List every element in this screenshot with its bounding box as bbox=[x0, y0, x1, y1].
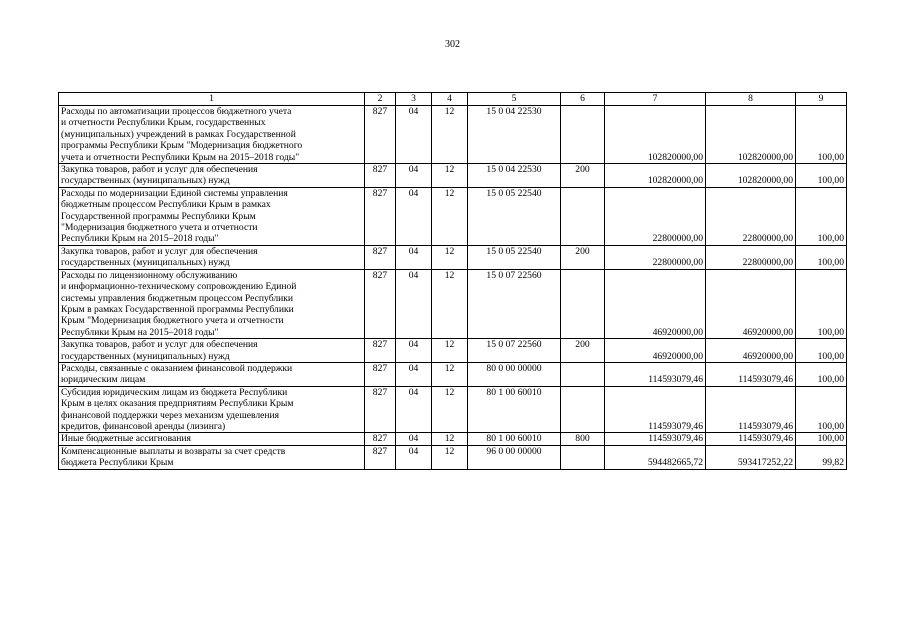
execution-percent: 100,00 bbox=[796, 386, 847, 433]
target-article-code: 80 0 00 00000 bbox=[468, 362, 561, 386]
amount-planned: 46920000,00 bbox=[605, 269, 706, 338]
expense-description: Расходы, связанные с оказанием финансовой поддержки юридическим лицам bbox=[59, 362, 365, 386]
amount-planned: 114593079,46 bbox=[605, 433, 706, 445]
expense-type-code bbox=[561, 362, 605, 386]
subsection-code: 12 bbox=[432, 269, 468, 338]
expense-type-code bbox=[561, 106, 605, 164]
ministry-code: 827 bbox=[365, 164, 396, 188]
expense-type-code: 800 bbox=[561, 433, 605, 445]
execution-percent: 100,00 bbox=[796, 433, 847, 445]
expense-description: Субсидия юридическим лицам из бюджета Республики Крым в целях оказания предприятиям Республики Крым финансовой поддержки через механизм удешевления кредитов, финансовой аренды (лизинга) bbox=[59, 386, 365, 433]
amount-executed: 593417252,22 bbox=[706, 445, 796, 469]
amount-planned: 114593079,46 bbox=[605, 386, 706, 433]
section-code: 04 bbox=[396, 386, 432, 433]
amount-executed: 22800000,00 bbox=[706, 187, 796, 245]
target-article-code: 15 0 05 22540 bbox=[468, 187, 561, 245]
ministry-code: 827 bbox=[365, 433, 396, 445]
table-row bbox=[59, 106, 847, 164]
section-code: 04 bbox=[396, 164, 432, 188]
subsection-code: 12 bbox=[432, 106, 468, 164]
column-header: 6 bbox=[561, 93, 605, 106]
table-row bbox=[59, 187, 847, 245]
amount-planned: 22800000,00 bbox=[605, 245, 706, 269]
ministry-code: 827 bbox=[365, 362, 396, 386]
column-header: 3 bbox=[396, 93, 432, 106]
expense-description: Закупка товаров, работ и услуг для обеспечения государственных (муниципальных) нужд bbox=[59, 164, 365, 188]
expense-type-code: 200 bbox=[561, 245, 605, 269]
execution-percent: 100,00 bbox=[796, 245, 847, 269]
expense-description: Закупка товаров, работ и услуг для обеспечения государственных (муниципальных) нужд bbox=[59, 245, 365, 269]
target-article-code: 15 0 05 22540 bbox=[468, 245, 561, 269]
execution-percent: 100,00 bbox=[796, 164, 847, 188]
ministry-code: 827 bbox=[365, 187, 396, 245]
column-header: 9 bbox=[796, 93, 847, 106]
expense-description: Компенсационные выплаты и возвраты за счет средств бюджета Республики Крым bbox=[59, 445, 365, 469]
page-number: 302 bbox=[445, 39, 460, 50]
execution-percent: 100,00 bbox=[796, 106, 847, 164]
column-header: 7 bbox=[605, 93, 706, 106]
amount-planned: 22800000,00 bbox=[605, 187, 706, 245]
table-row bbox=[59, 164, 847, 188]
expense-type-code: 200 bbox=[561, 339, 605, 363]
subsection-code: 12 bbox=[432, 245, 468, 269]
column-header: 4 bbox=[432, 93, 468, 106]
amount-planned: 102820000,00 bbox=[605, 164, 706, 188]
amount-executed: 114593079,46 bbox=[706, 386, 796, 433]
section-code: 04 bbox=[396, 433, 432, 445]
ministry-code: 827 bbox=[365, 245, 396, 269]
table-row bbox=[59, 362, 847, 386]
subsection-code: 12 bbox=[432, 164, 468, 188]
amount-executed: 102820000,00 bbox=[706, 106, 796, 164]
subsection-code: 12 bbox=[432, 445, 468, 469]
execution-percent: 99,82 bbox=[796, 445, 847, 469]
column-header: 8 bbox=[706, 93, 796, 106]
amount-executed: 22800000,00 bbox=[706, 245, 796, 269]
amount-executed: 102820000,00 bbox=[706, 164, 796, 188]
amount-planned: 46920000,00 bbox=[605, 339, 706, 363]
budget-table bbox=[58, 92, 847, 470]
target-article-code: 15 0 04 22530 bbox=[468, 106, 561, 164]
section-code: 04 bbox=[396, 445, 432, 469]
subsection-code: 12 bbox=[432, 362, 468, 386]
expense-type-code bbox=[561, 269, 605, 338]
table-row bbox=[59, 386, 847, 433]
section-code: 04 bbox=[396, 269, 432, 338]
target-article-code: 96 0 00 00000 bbox=[468, 445, 561, 469]
ministry-code: 827 bbox=[365, 269, 396, 338]
amount-executed: 46920000,00 bbox=[706, 339, 796, 363]
execution-percent: 100,00 bbox=[796, 187, 847, 245]
target-article-code: 80 1 00 60010 bbox=[468, 433, 561, 445]
amount-executed: 46920000,00 bbox=[706, 269, 796, 338]
expense-description: Расходы по лицензионному обслуживанию и информационно-техническому сопровождению Единой системы управления бюджетным процессом Республики Крым в рамках Государственной программы Республики Крым "Модернизация бюджетного учета и отчетности Республики Крым на 2015–2018 годы" bbox=[59, 269, 365, 338]
ministry-code: 827 bbox=[365, 106, 396, 164]
section-code: 04 bbox=[396, 362, 432, 386]
expense-description: Расходы по автоматизации процессов бюджетного учета и отчетности Республики Крым, государственных (муниципальных) учреждений в рамках Государственной программы Республики Крым "Модернизация бюджетного учета и отчетности Республики Крым на 2015–2018 годы" bbox=[59, 106, 365, 164]
section-code: 04 bbox=[396, 187, 432, 245]
expense-description: Расходы по модернизации Единой системы управления бюджетным процессом Республики Крым в рамках Государственной программы Республики Крым "Модернизация бюджетного учета и отчетности Республики Крым на 2015–2018 годы" bbox=[59, 187, 365, 245]
table-row bbox=[59, 433, 847, 445]
execution-percent: 100,00 bbox=[796, 362, 847, 386]
expense-description: Иные бюджетные ассигнования bbox=[59, 433, 365, 445]
expense-description: Закупка товаров, работ и услуг для обеспечения государственных (муниципальных) нужд bbox=[59, 339, 365, 363]
subsection-code: 12 bbox=[432, 433, 468, 445]
subsection-code: 12 bbox=[432, 339, 468, 363]
amount-planned: 594482665,72 bbox=[605, 445, 706, 469]
ministry-code: 827 bbox=[365, 339, 396, 363]
target-article-code: 15 0 07 22560 bbox=[468, 339, 561, 363]
section-code: 04 bbox=[396, 339, 432, 363]
ministry-code: 827 bbox=[365, 445, 396, 469]
amount-planned: 114593079,46 bbox=[605, 362, 706, 386]
table-row bbox=[59, 445, 847, 469]
table-row bbox=[59, 269, 847, 338]
amount-planned: 102820000,00 bbox=[605, 106, 706, 164]
expense-type-code bbox=[561, 386, 605, 433]
amount-executed: 114593079,46 bbox=[706, 362, 796, 386]
table-header-row bbox=[59, 93, 847, 106]
expense-type-code bbox=[561, 187, 605, 245]
column-header: 5 bbox=[468, 93, 561, 106]
table-row bbox=[59, 245, 847, 269]
table-row bbox=[59, 339, 847, 363]
execution-percent: 100,00 bbox=[796, 269, 847, 338]
ministry-code: 827 bbox=[365, 386, 396, 433]
target-article-code: 15 0 07 22560 bbox=[468, 269, 561, 338]
expense-type-code bbox=[561, 445, 605, 469]
subsection-code: 12 bbox=[432, 386, 468, 433]
column-header: 2 bbox=[365, 93, 396, 106]
target-article-code: 15 0 04 22530 bbox=[468, 164, 561, 188]
section-code: 04 bbox=[396, 245, 432, 269]
column-header: 1 bbox=[59, 93, 365, 106]
amount-executed: 114593079,46 bbox=[706, 433, 796, 445]
expense-type-code: 200 bbox=[561, 164, 605, 188]
subsection-code: 12 bbox=[432, 187, 468, 245]
section-code: 04 bbox=[396, 106, 432, 164]
target-article-code: 80 1 00 60010 bbox=[468, 386, 561, 433]
execution-percent: 100,00 bbox=[796, 339, 847, 363]
